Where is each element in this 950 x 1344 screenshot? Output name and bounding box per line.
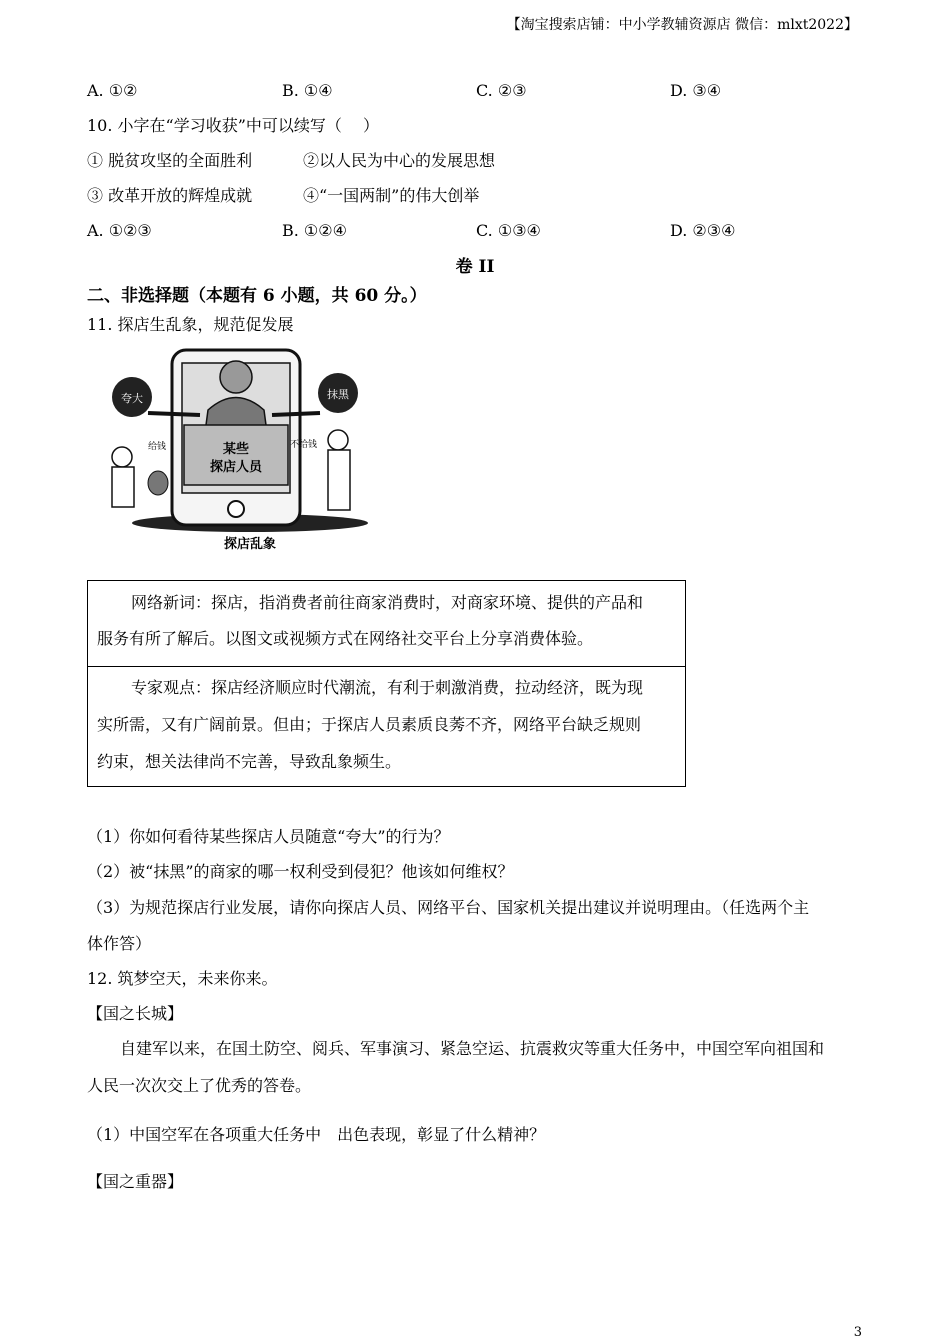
q12-sub1: （1）中国空军在各项重大任务中 出色表现，彰显了什么精神？ <box>87 1125 546 1144</box>
cartoon-sign-left: 夸大 <box>121 392 143 405</box>
q11-sub3-line1: （3）为规范探店行业发展，请你向探店人员、网络平台、国家机关提出建议并说明理由。（任选两个主 <box>87 898 810 917</box>
info-box <box>87 580 686 787</box>
q11-sub1: （1）你如何看待某些探店人员随意“夸大”的行为？ <box>87 827 450 846</box>
q10-option-b: B. ①②④ <box>282 221 347 240</box>
q12-label-great-wall: 【国之长城】 <box>87 1004 184 1023</box>
cartoon-sign-right: 抹黑 <box>327 388 349 401</box>
q11-sub2: （2）被“抹黑”的商家的哪一权利受到侵犯？他该如何维权？ <box>87 862 514 881</box>
q9-option-c: C. ②③ <box>476 81 527 100</box>
box-p2-line2: 实所需，又有广阔前景。但由；于探店人员素质良莠不齐，网络平台缺乏规则 <box>97 715 642 734</box>
q12-label-heavy-weapons: 【国之重器】 <box>87 1172 184 1191</box>
section-title: 卷 II <box>455 257 495 277</box>
cartoon-label-give: 给钱 <box>148 442 167 452</box>
cartoon-caption: 探店乱象 <box>223 537 277 552</box>
q9-option-b: B. ①④ <box>282 81 333 100</box>
q9-option-d: D. ③④ <box>670 81 722 100</box>
q10-stem: 10. 小字在“学习收获”中可以续写（ ） <box>87 116 379 135</box>
q10-item-1: ① 脱贫攻坚的全面胜利 <box>87 151 253 170</box>
q10-option-c: C. ①③④ <box>476 221 541 240</box>
q12-para-line2: 人民一次次交上了优秀的答卷。 <box>87 1076 312 1095</box>
q12-para-line1: 自建军以来，在国土防空、阅兵、军事演习、紧急空运、抗震救灾等重大任务中，中国空军向祖国和 <box>120 1039 825 1058</box>
q9-option-a: A. ①② <box>87 81 138 100</box>
cartoon-screen-line1: 某些 <box>222 442 250 457</box>
cartoon-label-nogive: 不给钱 <box>290 440 318 450</box>
page-number: 3 <box>853 1325 862 1340</box>
page-header: 【淘宝搜索店铺：中小学教辅资源店 微信：mlxt2022】 <box>506 17 858 33</box>
q11-title: 11. 探店生乱象，规范促发展 <box>87 315 294 334</box>
shop-visit-cartoon <box>100 345 370 560</box>
q10-item-2: ②以人民为中心的发展思想 <box>303 151 496 170</box>
part2-heading: 二、非选择题（本题有 6 小题，共 60 分。） <box>87 286 427 306</box>
box-p2-line1: 专家观点：探店经济顺应时代潮流，有利于刺激消费，拉动经济，既为现 <box>131 678 644 697</box>
box-p1-line2: 服务有所了解后。以图文或视频方式在网络社交平台上分享消费体验。 <box>97 629 594 648</box>
q12-title: 12. 筑梦空天，未来你来。 <box>87 969 278 988</box>
q10-item-4: ④“一国两制”的伟大创举 <box>303 186 480 205</box>
box-divider <box>88 666 685 667</box>
cartoon-screen-line2: 探店人员 <box>209 460 263 475</box>
box-p2-line3: 约束，想关法律尚不完善，导致乱象频生。 <box>97 752 402 771</box>
q11-sub3-line2: 体作答） <box>87 934 152 953</box>
q10-option-a: A. ①②③ <box>87 221 152 240</box>
q10-item-3: ③ 改革开放的辉煌成就 <box>87 186 253 205</box>
box-p1-line1: 网络新词：探店，指消费者前往商家消费时，对商家环境、提供的产品和 <box>131 593 644 612</box>
q10-option-d: D. ②③④ <box>670 221 736 240</box>
